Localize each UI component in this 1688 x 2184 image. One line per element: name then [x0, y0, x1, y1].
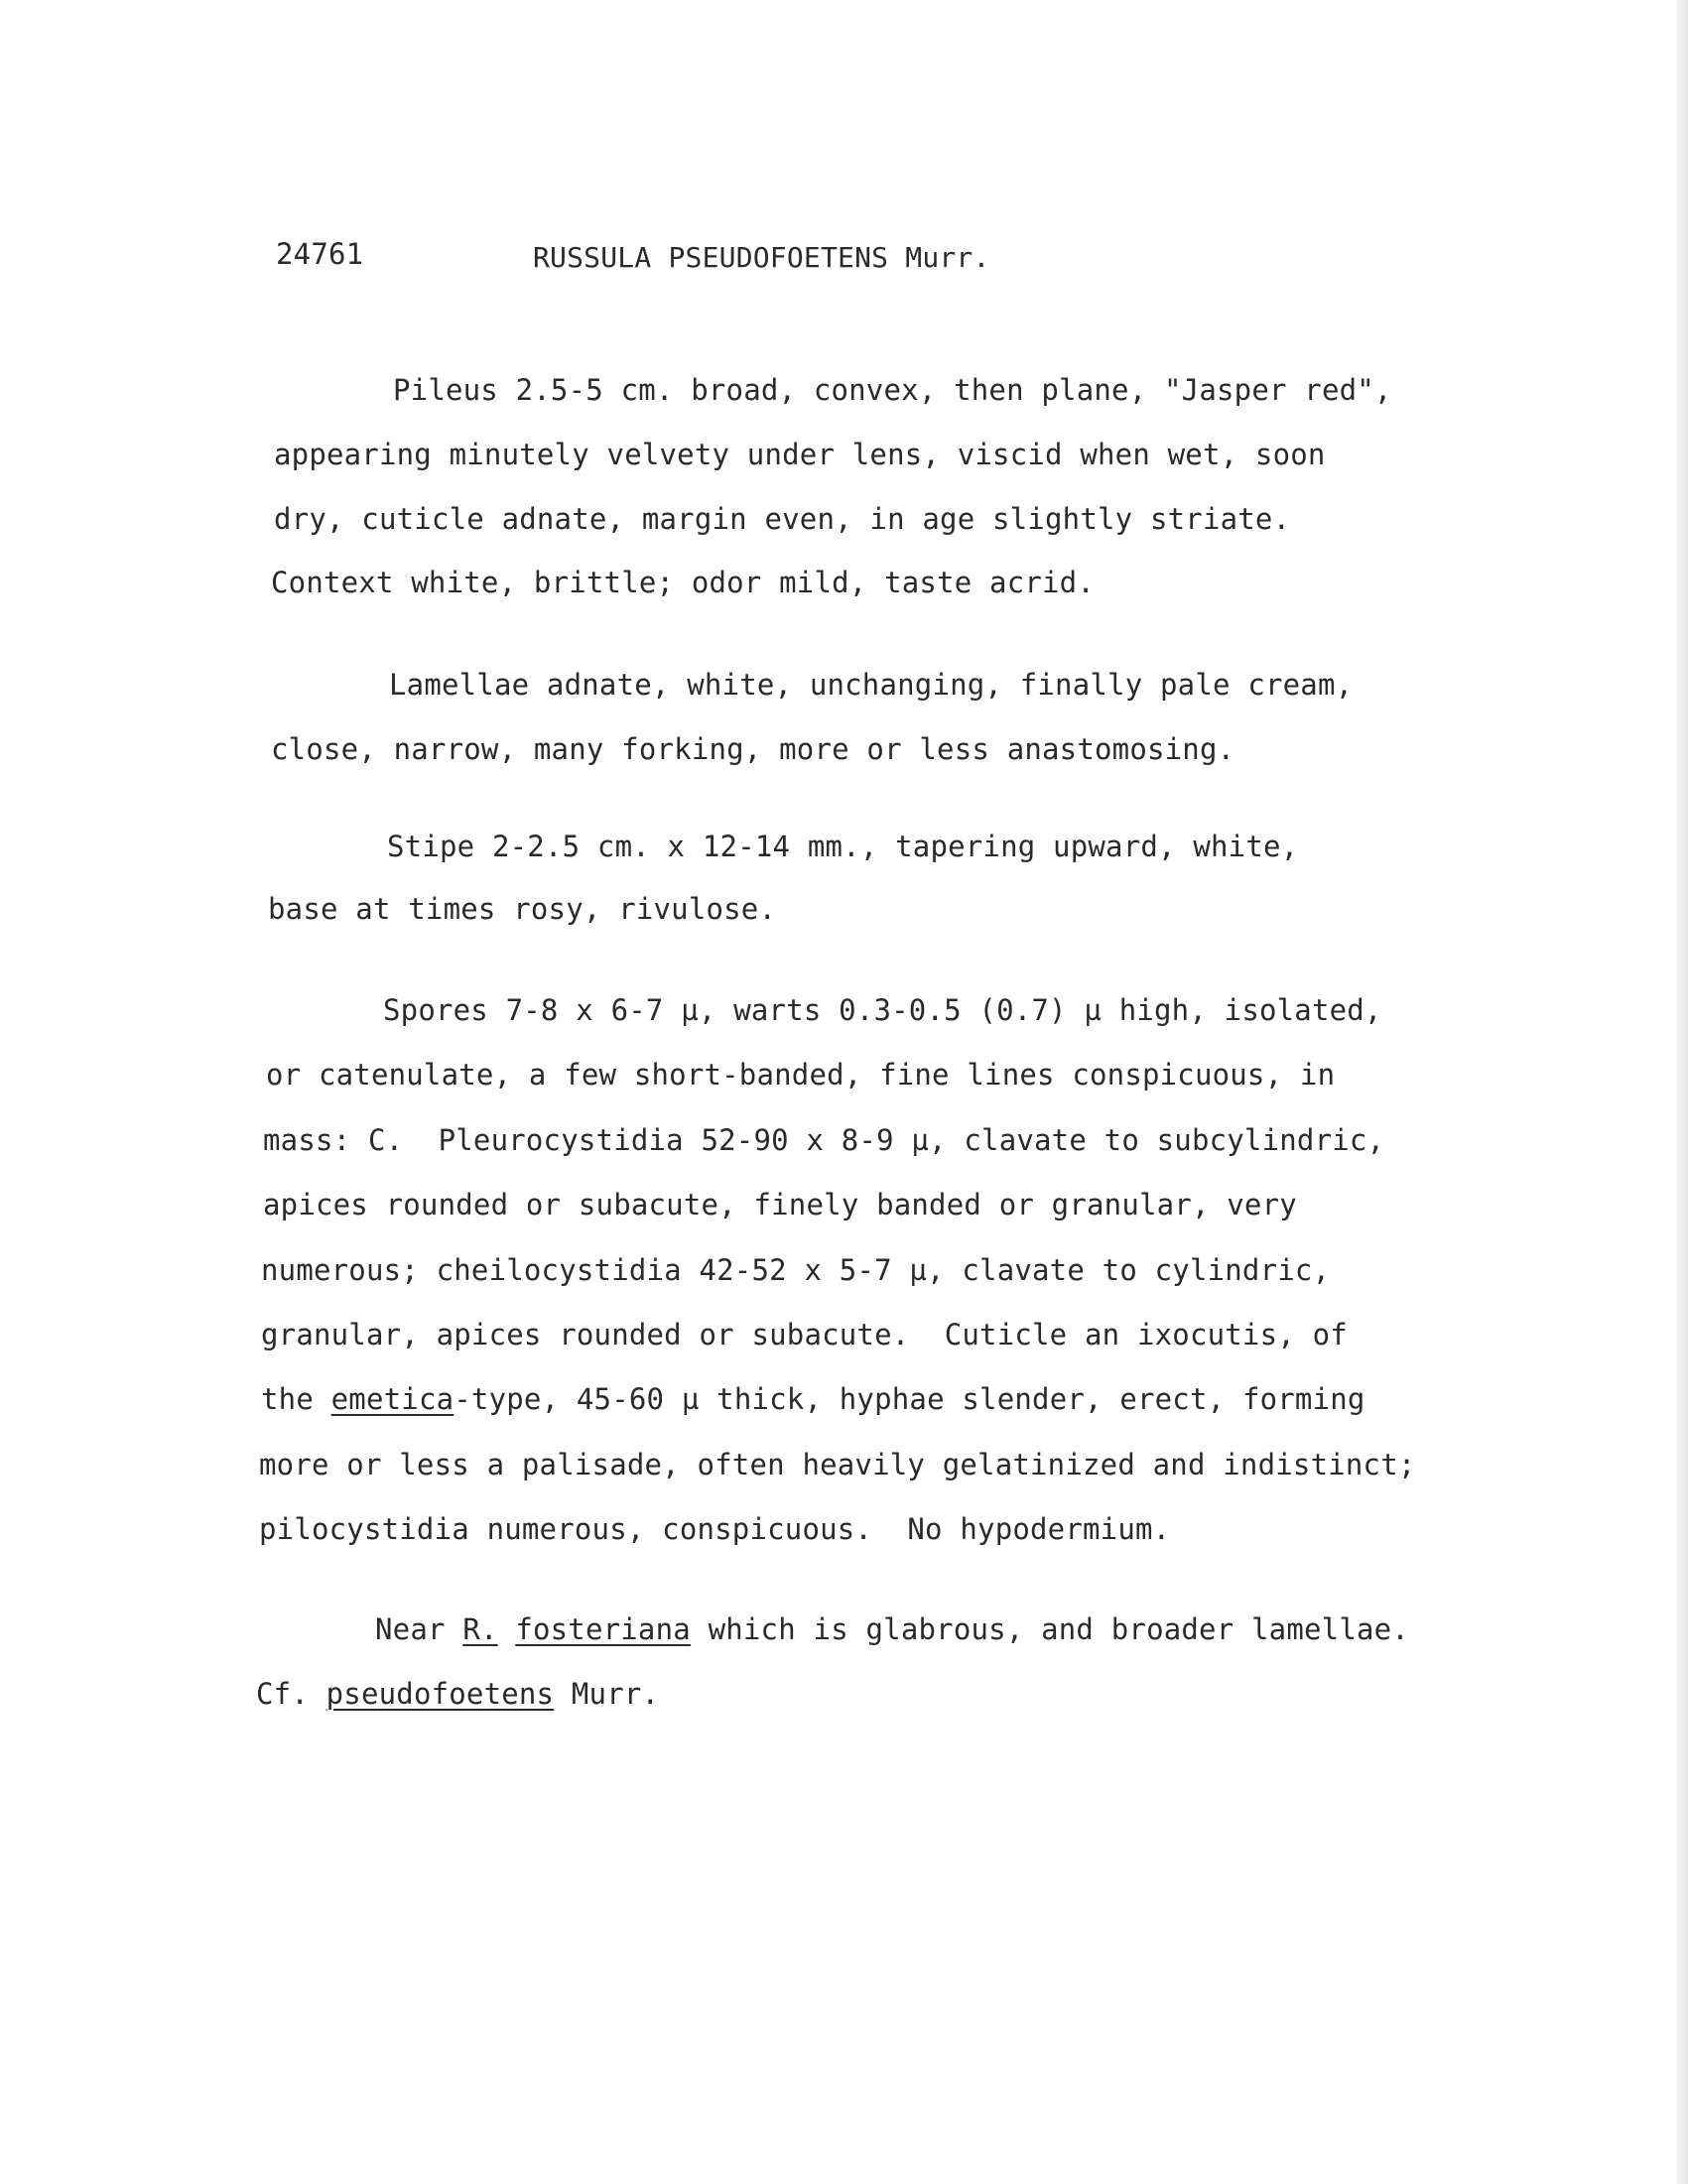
page-title: RUSSULA PSEUDOFOETENS Murr. — [533, 241, 990, 274]
stipe-line-1: Stipe 2-2.5 cm. x 12-14 mm., tapering upward, white, — [387, 830, 1299, 863]
pileus-line-4: Context white, brittle; odor mild, taste acrid. — [271, 566, 1095, 599]
spores-line-3: mass: C. Pleurocystidia 52-90 x 8-9 µ, clavate to subcylindric, — [263, 1123, 1385, 1157]
spores-line-5: numerous; cheilocystidia 42-52 x 5-7 µ, clavate to cylindric, — [261, 1253, 1331, 1287]
notes-line-1-suffix: which is glabrous, and broader lamellae. — [690, 1612, 1409, 1646]
pileus-line-2: appearing minutely velvety under lens, viscid when wet, soon — [274, 438, 1326, 471]
spores-line-4: apices rounded or subacute, finely banded or granular, very — [263, 1188, 1297, 1221]
spores-line-8: more or less a palisade, often heavily gelatinized and indistinct; — [259, 1448, 1416, 1481]
spores-line-7-suffix: -type, 45-60 µ thick, hyphae slender, erect, forming — [454, 1382, 1365, 1416]
page-edge-shadow — [1676, 0, 1688, 2184]
spores-line-1: Spores 7-8 x 6-7 µ, warts 0.3-0.5 (0.7) µ high, isolated, — [383, 993, 1382, 1027]
spores-line-6: granular, apices rounded or subacute. Cuticle an ixocutis, of — [261, 1318, 1348, 1351]
lamellae-line-1: Lamellae adnate, white, unchanging, finally pale cream, — [389, 668, 1354, 702]
spores-line-7-prefix: the — [261, 1382, 331, 1416]
spores-line-7 — [261, 1381, 1365, 1417]
spores-line-9: pilocystidia numerous, conspicuous. No hypodermium. — [259, 1512, 1171, 1546]
stipe-line-2: base at times rosy, rivulose. — [268, 892, 777, 926]
pileus-line-1: Pileus 2.5-5 cm. broad, convex, then plane, "Jasper red", — [393, 373, 1392, 407]
notes-line-2 — [256, 1676, 659, 1712]
pseudofoetens-species: pseudofoetens — [325, 1677, 555, 1711]
notes-line-2-suffix: Murr. — [554, 1677, 660, 1711]
notes-line-1 — [375, 1611, 1409, 1647]
notes-line-1-space — [498, 1612, 516, 1646]
accession-number: 24761 — [276, 237, 364, 271]
lamellae-line-2: close, narrow, many forking, more or less anastomosing. — [271, 732, 1235, 766]
notes-line-1-prefix: Near — [375, 1612, 463, 1646]
notes-line-2-prefix: Cf. — [256, 1677, 326, 1711]
pileus-line-3: dry, cuticle adnate, margin even, in age slightly striate. — [274, 502, 1291, 536]
spores-line-2: or catenulate, a few short-banded, fine lines conspicuous, in — [266, 1058, 1336, 1092]
emetica-term: emetica — [330, 1382, 454, 1416]
fosteriana-species: fosteriana — [515, 1612, 691, 1646]
genus-abbreviation: R. — [462, 1612, 498, 1646]
